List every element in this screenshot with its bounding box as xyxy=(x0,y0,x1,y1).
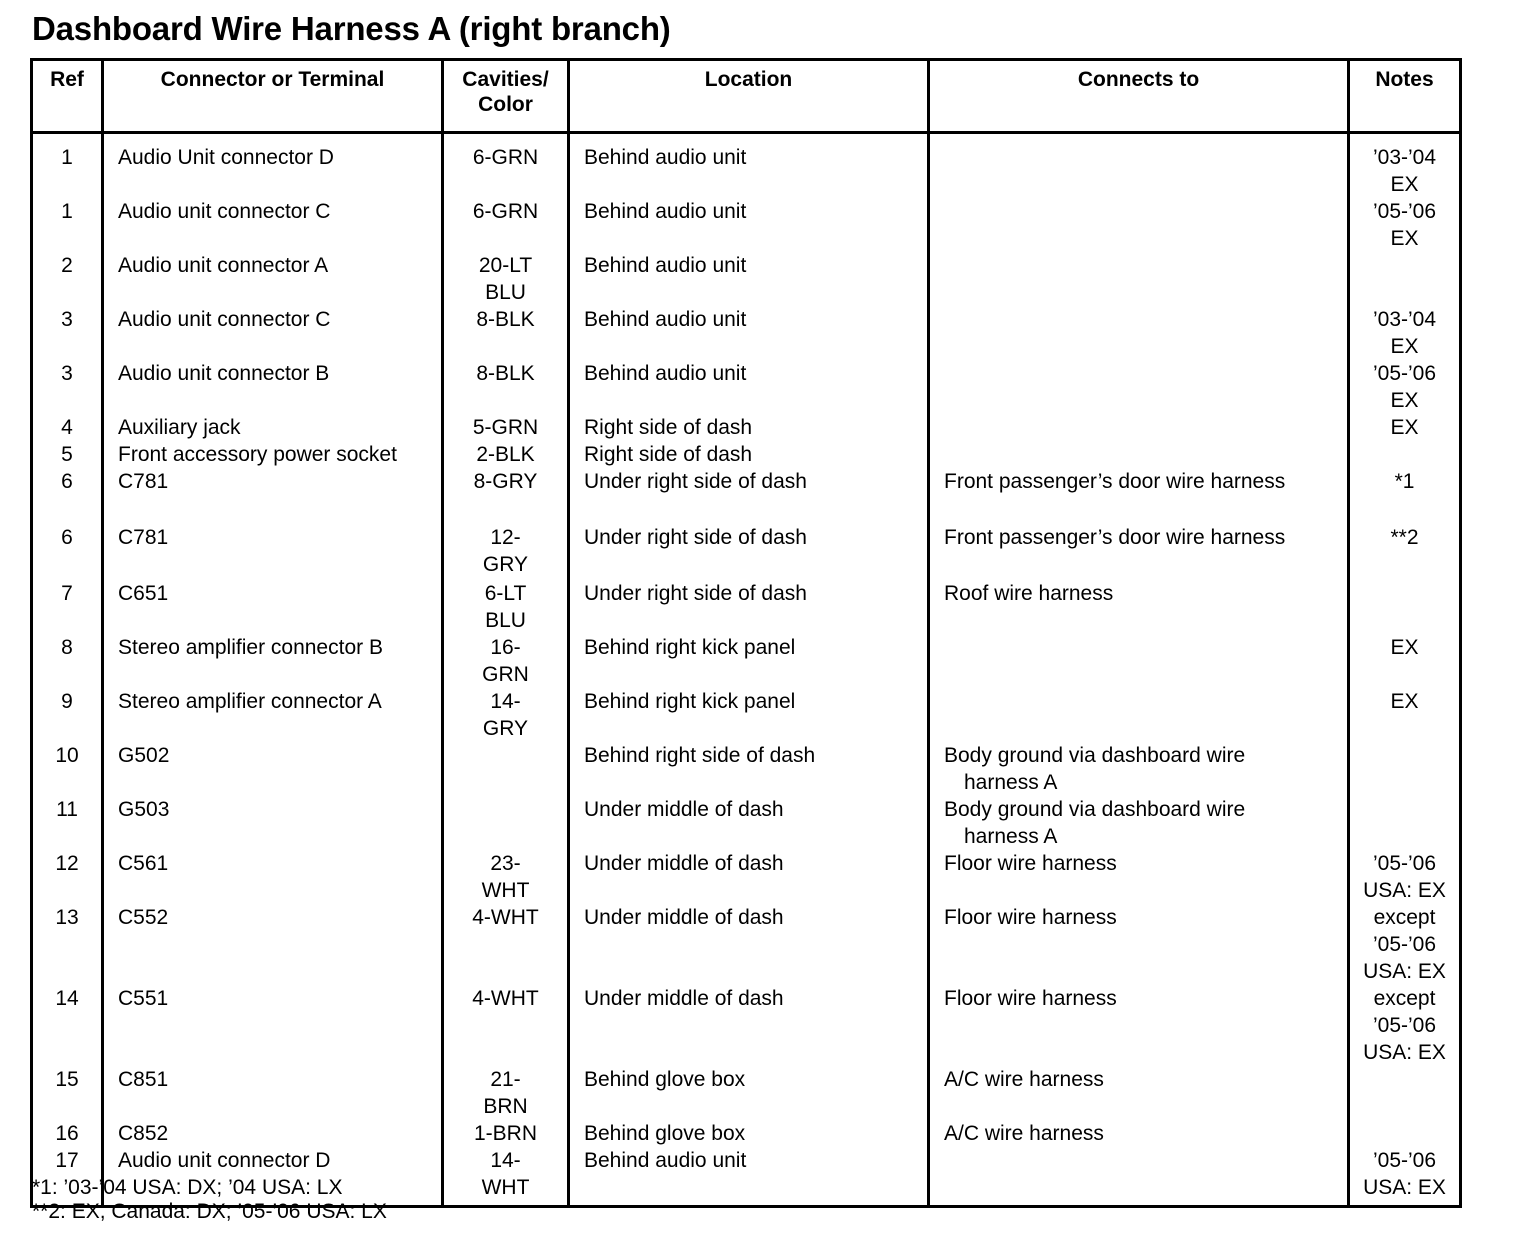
footnote-1: *1: ’03-’04 USA: DX; ’04 USA: LX xyxy=(32,1176,343,1199)
cell-notes xyxy=(1349,1120,1461,1147)
cell-ref: 10 xyxy=(32,742,103,796)
cell-notes: ’05-’06 USA: EX xyxy=(1349,1147,1461,1207)
cell-location: Behind audio unit xyxy=(569,133,929,199)
cell-connects-to xyxy=(929,133,1349,199)
cell-connector: C781 xyxy=(103,468,443,524)
cell-ref: 3 xyxy=(32,306,103,360)
cell-notes: ’05-’06 EX xyxy=(1349,360,1461,414)
cell-notes: ’03-’04 EX xyxy=(1349,133,1461,199)
cell-location: Behind glove box xyxy=(569,1066,929,1120)
cell-connects-to xyxy=(929,360,1349,414)
cell-connector: Audio unit connector A xyxy=(103,252,443,306)
cell-cavities: 8-BLK xyxy=(443,306,569,360)
cell-connects-to: Roof wire harness xyxy=(929,580,1349,634)
cell-ref: 16 xyxy=(32,1120,103,1147)
cell-location: Behind audio unit xyxy=(569,360,929,414)
table-row xyxy=(32,1066,1461,1120)
cell-notes: **2 xyxy=(1349,524,1461,580)
cell-connects-to: Front passenger’s door wire harness xyxy=(929,524,1349,580)
cell-notes: ’03-’04 EX xyxy=(1349,306,1461,360)
header-connector: Connector or Terminal xyxy=(103,60,443,133)
cell-connects-to: Floor wire harness xyxy=(929,850,1349,904)
table-row xyxy=(32,133,1461,199)
cell-location: Behind audio unit xyxy=(569,198,929,252)
cell-ref: 12 xyxy=(32,850,103,904)
cell-connects-to xyxy=(929,441,1349,468)
cell-notes xyxy=(1349,796,1461,850)
cell-ref: 4 xyxy=(32,414,103,441)
cell-connects-to: Body ground via dashboard wire harness A xyxy=(929,742,1349,796)
cell-location: Under right side of dash xyxy=(569,580,929,634)
table-row xyxy=(32,1120,1461,1147)
cell-ref: 13 xyxy=(32,904,103,985)
cell-ref: 6 xyxy=(32,468,103,524)
cell-connector: Stereo amplifier connector B xyxy=(103,634,443,688)
cell-notes: except ’05-’06 USA: EX xyxy=(1349,904,1461,985)
cell-location: Behind audio unit xyxy=(569,306,929,360)
cell-connector: G502 xyxy=(103,742,443,796)
table-row xyxy=(32,414,1461,441)
cell-connector: Auxiliary jack xyxy=(103,414,443,441)
cell-location: Behind audio unit xyxy=(569,252,929,306)
cell-location: Right side of dash xyxy=(569,441,929,468)
cell-connector: C781 xyxy=(103,524,443,580)
cell-location: Under middle of dash xyxy=(569,985,929,1066)
cell-connector: Audio unit connector B xyxy=(103,360,443,414)
cell-cavities: 4-WHT xyxy=(443,985,569,1066)
cell-ref: 15 xyxy=(32,1066,103,1120)
cell-cavities: 2-BLK xyxy=(443,441,569,468)
cell-cavities: 8-GRY xyxy=(443,468,569,524)
cell-connects-to: Front passenger’s door wire harness xyxy=(929,468,1349,524)
cell-cavities: 14-GRY xyxy=(443,688,569,742)
cell-ref: 8 xyxy=(32,634,103,688)
cell-connects-to: Floor wire harness xyxy=(929,904,1349,985)
cell-notes: EX xyxy=(1349,414,1461,441)
cell-cavities: 8-BLK xyxy=(443,360,569,414)
cell-notes: *1 xyxy=(1349,468,1461,524)
header-location: Location xyxy=(569,60,929,133)
cell-connector: Audio unit connector C xyxy=(103,198,443,252)
cell-connects-to xyxy=(929,634,1349,688)
cell-connector: C561 xyxy=(103,850,443,904)
footnote-2: **2: EX, Canada: DX; ’05-’06 USA: LX xyxy=(32,1200,387,1223)
harness-table xyxy=(30,58,1462,1208)
cell-ref: 17 xyxy=(32,1147,103,1207)
cell-ref: 3 xyxy=(32,360,103,414)
table-row xyxy=(32,306,1461,360)
cell-cavities: 20-LT BLU xyxy=(443,252,569,306)
cell-notes: except ’05-’06 USA: EX xyxy=(1349,985,1461,1066)
header-ref: Ref xyxy=(32,60,103,133)
cell-location: Behind right kick panel xyxy=(569,634,929,688)
table-row xyxy=(32,985,1461,1066)
cell-cavities: 4-WHT xyxy=(443,904,569,985)
cell-location: Under right side of dash xyxy=(569,468,929,524)
cell-ref: 2 xyxy=(32,252,103,306)
cell-connects-to xyxy=(929,306,1349,360)
cell-cavities: 16-GRN xyxy=(443,634,569,688)
cell-connector: Stereo amplifier connector A xyxy=(103,688,443,742)
cell-notes xyxy=(1349,742,1461,796)
cell-connector: C551 xyxy=(103,985,443,1066)
table-body xyxy=(32,133,1461,1207)
header-cavities: Cavities/ Color xyxy=(443,60,569,133)
cell-cavities: 6-GRN xyxy=(443,198,569,252)
cell-location: Under middle of dash xyxy=(569,796,929,850)
cell-connector: C852 xyxy=(103,1120,443,1147)
cell-connector: C651 xyxy=(103,580,443,634)
cell-connects-to xyxy=(929,252,1349,306)
cell-location: Behind audio unit xyxy=(569,1147,929,1207)
cell-connects-to: Floor wire harness xyxy=(929,985,1349,1066)
cell-connects-to xyxy=(929,1147,1349,1207)
cell-connects-to: A/C wire harness xyxy=(929,1066,1349,1120)
table-row xyxy=(32,252,1461,306)
cell-connector: Front accessory power socket xyxy=(103,441,443,468)
cell-notes: ’05-’06 EX xyxy=(1349,198,1461,252)
footnotes xyxy=(32,1176,387,1224)
cell-location: Under middle of dash xyxy=(569,904,929,985)
cell-connects-to xyxy=(929,414,1349,441)
cell-cavities xyxy=(443,742,569,796)
cell-cavities: 12-GRY xyxy=(443,524,569,580)
table-row xyxy=(32,580,1461,634)
cell-connects-to: A/C wire harness xyxy=(929,1120,1349,1147)
cell-location: Right side of dash xyxy=(569,414,929,441)
cell-ref: 5 xyxy=(32,441,103,468)
cell-cavities: 5-GRN xyxy=(443,414,569,441)
cell-connector: Audio unit connector C xyxy=(103,306,443,360)
table-row xyxy=(32,524,1461,580)
cell-cavities: 1-BRN xyxy=(443,1120,569,1147)
cell-notes: ’05-’06 USA: EX xyxy=(1349,850,1461,904)
cell-ref: 7 xyxy=(32,580,103,634)
cell-ref: 11 xyxy=(32,796,103,850)
table-row xyxy=(32,850,1461,904)
cell-notes xyxy=(1349,441,1461,468)
cell-cavities: 6-GRN xyxy=(443,133,569,199)
cell-connector: Audio unit connector D xyxy=(103,1147,443,1207)
table-row xyxy=(32,634,1461,688)
cell-ref: 14 xyxy=(32,985,103,1066)
cell-connector: C851 xyxy=(103,1066,443,1120)
cell-cavities: 14-WHT xyxy=(443,1147,569,1207)
cell-ref: 6 xyxy=(32,524,103,580)
cell-location: Behind right side of dash xyxy=(569,742,929,796)
cell-ref: 1 xyxy=(32,198,103,252)
table-row xyxy=(32,468,1461,524)
cell-connects-to xyxy=(929,198,1349,252)
cell-ref: 9 xyxy=(32,688,103,742)
cell-connector: G503 xyxy=(103,796,443,850)
cell-location: Behind glove box xyxy=(569,1120,929,1147)
cell-cavities: 23-WHT xyxy=(443,850,569,904)
cell-notes xyxy=(1349,580,1461,634)
table-row xyxy=(32,688,1461,742)
cell-notes xyxy=(1349,252,1461,306)
table-row xyxy=(32,198,1461,252)
header-connects-to: Connects to xyxy=(929,60,1349,133)
table-row xyxy=(32,441,1461,468)
cell-connects-to: Body ground via dashboard wire harness A xyxy=(929,796,1349,850)
cell-cavities: 6-LT BLU xyxy=(443,580,569,634)
cell-notes xyxy=(1349,1066,1461,1120)
cell-connector: C552 xyxy=(103,904,443,985)
cell-location: Behind right kick panel xyxy=(569,688,929,742)
cell-connector: Audio Unit connector D xyxy=(103,133,443,199)
table-row xyxy=(32,360,1461,414)
cell-location: Under middle of dash xyxy=(569,850,929,904)
table-row xyxy=(32,742,1461,796)
table-row xyxy=(32,796,1461,850)
cell-notes: EX xyxy=(1349,634,1461,688)
header-notes: Notes xyxy=(1349,60,1461,133)
cell-cavities xyxy=(443,796,569,850)
table-row xyxy=(32,904,1461,985)
cell-cavities: 21-BRN xyxy=(443,1066,569,1120)
cell-location: Under right side of dash xyxy=(569,524,929,580)
cell-connects-to xyxy=(929,688,1349,742)
table-header-row xyxy=(32,60,1461,133)
page-title: Dashboard Wire Harness A (right branch) xyxy=(32,10,671,47)
cell-ref: 1 xyxy=(32,133,103,199)
cell-notes: EX xyxy=(1349,688,1461,742)
